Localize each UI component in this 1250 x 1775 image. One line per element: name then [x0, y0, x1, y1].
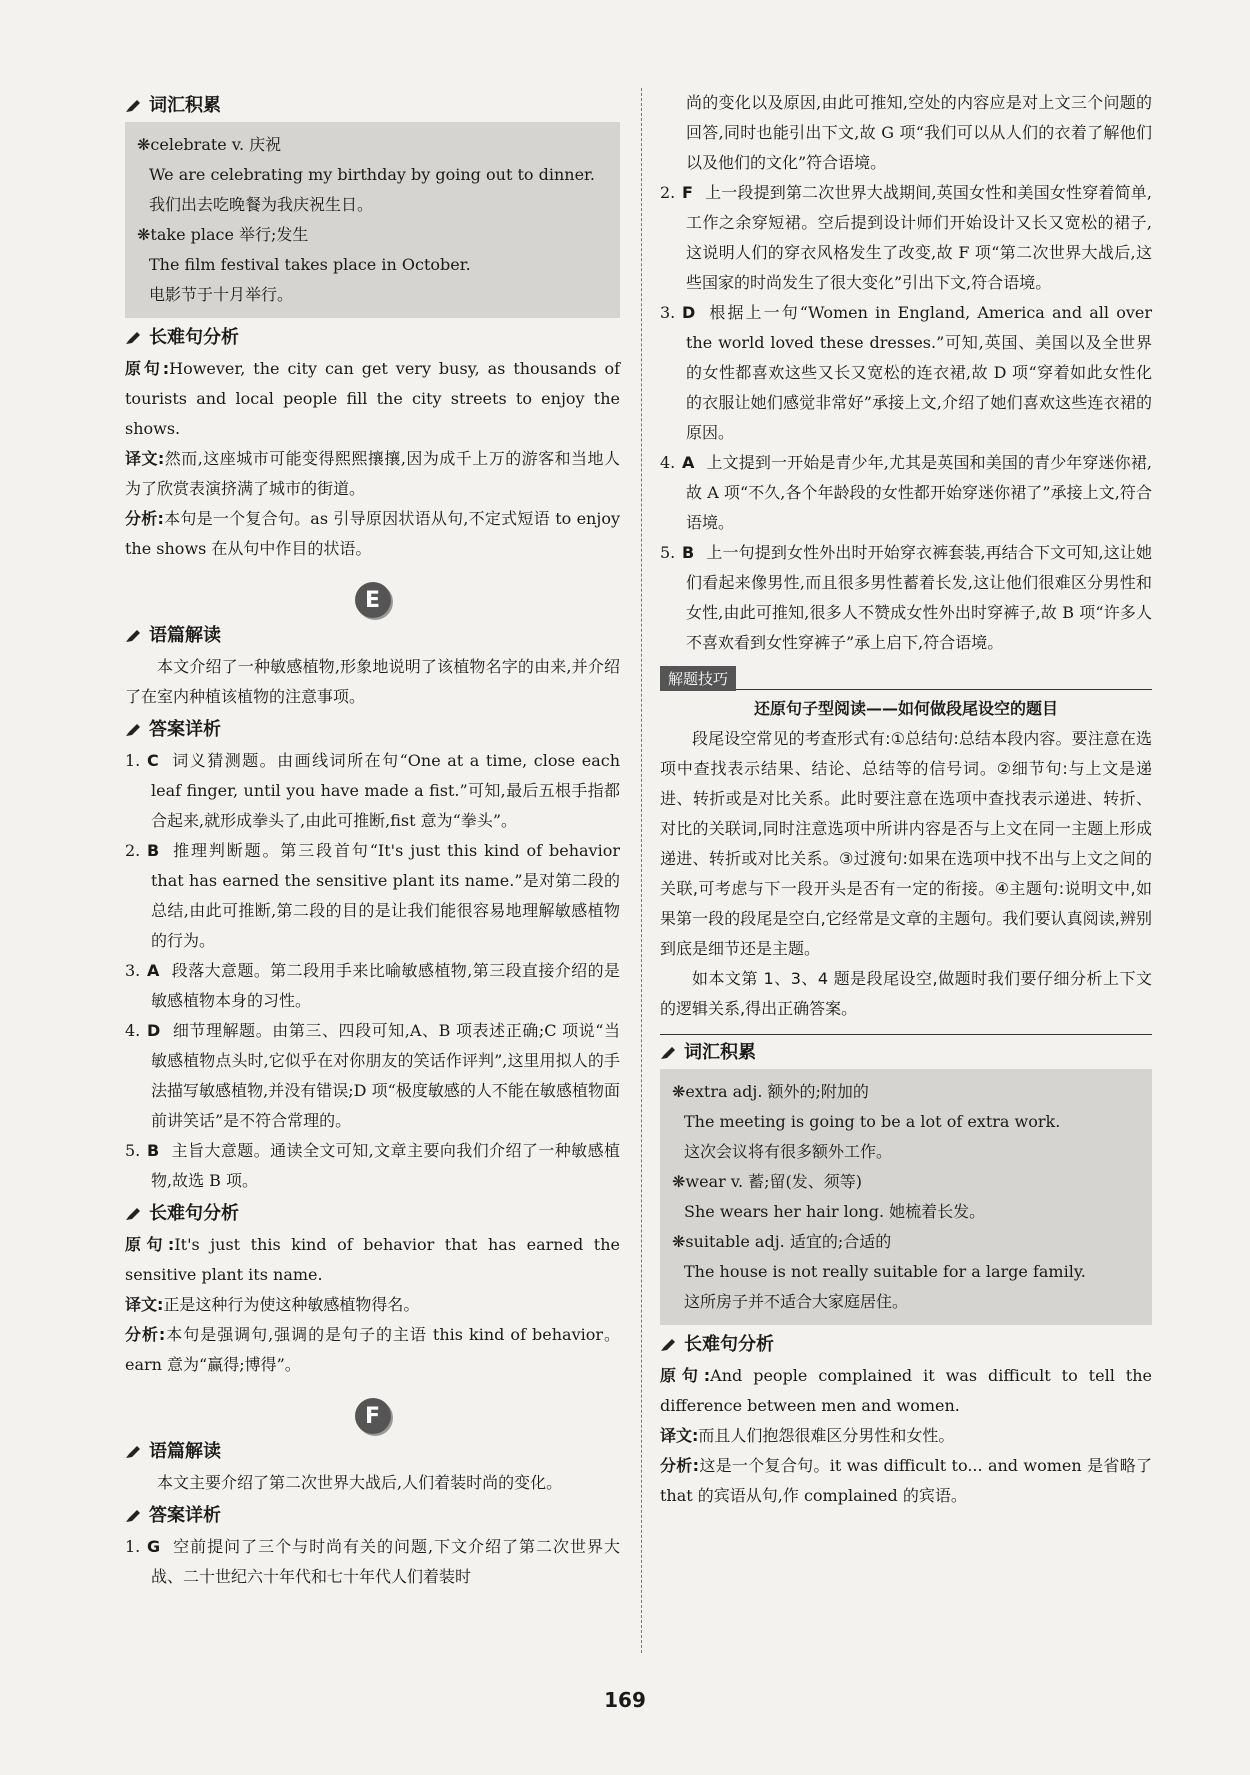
answer-item: 5. B 上一句提到女性外出时开始穿衣裤套装,再结合下文可知,这让她们看起来像男性,而且很多男性蓄着长发,这让他们很难区分男性和女性,由此可推知,很多人不赞成女性外出时穿裤子,故 B 项“许多人不喜欢看到女性穿裤子”承上启下,符合语境。	[660, 543, 1152, 652]
section-heading-answers: 答案详析	[125, 718, 620, 742]
tips-block	[660, 658, 1152, 1035]
original-sentence: 原句:However, the city can get very busy, as thousands of tourists and local people fill the city streets to enjoy the shows.	[125, 359, 620, 438]
analysis: 分析:本句是强调句,强调的是句子的主语 this kind of behavior。earn 意为“赢得;博得”。	[125, 1325, 620, 1374]
answer-item: 3. A 段落大意题。第二段用手来比喻敏感植物,第三段直接介绍的是敏感植物本身的习性。	[125, 961, 620, 1010]
pen-icon	[125, 629, 141, 643]
vocab-word: ❋wear v. 蓄;留(发、须等)	[672, 1172, 863, 1191]
section-heading-vocab: 词汇积累	[125, 94, 620, 118]
pen-icon	[125, 1445, 141, 1459]
tips-end-rule	[660, 1034, 1152, 1035]
section-heading-passage: 语篇解读	[125, 1440, 620, 1464]
section-heading-sentence: 长难句分析	[125, 326, 620, 350]
column-divider	[641, 88, 642, 1653]
tips-tag: 解题技巧	[660, 666, 736, 691]
answer-item: 5. B 主旨大意题。通读全文可知,文章主要向我们介绍了一种敏感植物,故选 B 项。	[125, 1141, 620, 1190]
section-heading-sentence: 长难句分析	[125, 1202, 620, 1226]
vocab-example-en: The house is not really suitable for a large family.	[684, 1262, 1086, 1281]
pen-icon	[125, 723, 141, 737]
section-heading-sentence: 长难句分析	[660, 1333, 1152, 1357]
vocab-example-en: The film festival takes place in October.	[149, 255, 471, 274]
vocab-word: ❋take place 举行;发生	[137, 225, 309, 244]
answer-item: 4. A 上文提到一开始是青少年,尤其是英国和美国的青少年穿迷你裙,故 A 项“不久,各个年龄段的女性都开始穿迷你裙了”承接上文,符合语境。	[660, 453, 1152, 532]
pen-icon	[125, 1207, 141, 1221]
section-heading-vocab: 词汇积累	[660, 1041, 1152, 1065]
vocab-example-zh: 我们出去吃晚餐为我庆祝生日。	[149, 195, 374, 214]
section-badge-e: E	[125, 582, 620, 618]
vocab-word: ❋celebrate v. 庆祝	[137, 135, 282, 154]
original-sentence: 原句:It's just this kind of behavior that has earned the sensitive plant its name.	[125, 1235, 621, 1284]
section-heading-answers: 答案详析	[125, 1504, 620, 1528]
pen-icon	[125, 331, 141, 345]
vocab-example-en: She wears her hair long. 她梳着长发。	[684, 1202, 986, 1221]
section-heading-passage: 语篇解读	[125, 624, 620, 648]
vocab-word: ❋extra adj. 额外的;附加的	[672, 1082, 869, 1101]
answer-item: 1. G 空前提问了三个与时尚有关的问题,下文介绍了第二次世界大战、二十世纪六十年代和七十年代人们着装时	[125, 1537, 620, 1586]
translation: 译文:然而,这座城市可能变得熙熙攘攘,因为成千上万的游客和当地人为了欣赏表演挤满了城市的街道。	[125, 449, 620, 498]
pen-icon	[125, 1509, 141, 1523]
answer-item: 2. F 上一段提到第二次世界大战期间,英国女性和美国女性穿着简单,工作之余穿短裙。空后提到设计师们开始设计又长又宽松的裙子,这说明人们的穿衣风格发生了改变,故 F 项“第二次世界大战后,这些国家的时尚发生了很大变化”引出下文,符合语境。	[660, 183, 1152, 292]
vocab-example-zh: 这所房子并不适合大家庭居住。	[684, 1292, 909, 1311]
pen-icon	[660, 1338, 676, 1352]
tips-title: 还原句子型阅读——如何做段尾设空的题目	[753, 699, 1058, 718]
vocab-example-en: The meeting is going to be a lot of extra work.	[684, 1112, 1061, 1131]
translation: 译文:而且人们抱怨很难区分男性和女性。	[660, 1426, 955, 1445]
answer-continuation: 尚的变化以及原因,由此可推知,空处的内容应是对上文三个问题的回答,同时也能引出下文,故 G 项“我们可以从人们的衣着了解他们以及他们的文化”符合语境。	[686, 93, 1152, 172]
right-column	[660, 88, 1152, 1511]
tips-body: 段尾设空常见的考查形式有:①总结句:总结本段内容。要注意在选项中查找表示结果、结论、总结等的信号词。②细节句:与上文是递进、转折或是对比关系。此时要注意在选项中查找表示递进、转折、对比的关联词,同时注意选项中所讲内容是否与上文在同一主题上形成递进、转折或对比关系。③过渡句:如果在选项中找不出与上文之间的关联,可考虑与下一段开头是否有一定的衔接。④主题句:说明文中,如果第一段的段尾是空白,它经常是文章的主题句。我们要认真阅读,辨别到底是细节还是主题。	[660, 729, 1152, 958]
vocab-box	[125, 122, 620, 318]
vocab-box	[660, 1069, 1152, 1325]
translation: 译文:正是这种行为使这种敏感植物得名。	[125, 1295, 420, 1314]
pen-icon	[660, 1046, 676, 1060]
passage-summary: 本文主要介绍了第二次世界大战后,人们着装时尚的变化。	[157, 1473, 563, 1492]
pen-icon	[125, 99, 141, 113]
left-column	[125, 88, 620, 1592]
vocab-example-en: We are celebrating my birthday by going out to dinner.	[149, 165, 596, 184]
answer-item: 2. B 推理判断题。第三段首句“It's just this kind of behavior that has earned the sensitive plant its name.”是对第二段的总结,由此可推断,第二段的目的是让我们能很容易地理解敏感植物的行为。	[125, 841, 620, 950]
answer-item: 3. D 根据上一句“Women in England, America and all over the world loved these dresses.”可知,英国、美国以及全世界的女性都喜欢这些又长又宽松的连衣裙,故 D 项“穿着如此女性化的衣服让她们感觉非常好”承接上文,介绍了她们喜欢这些连衣裙的原因。	[660, 303, 1152, 442]
analysis: 分析:这是一个复合句。it was difficult to... and women 是省略了 that 的宾语从句,作 complained 的宾语。	[660, 1456, 1152, 1505]
tips-example: 如本文第 1、3、4 题是段尾设空,做题时我们要仔细分析上下文的逻辑关系,得出正确答案。	[660, 969, 1152, 1018]
answer-item: 1. C 词义猜测题。由画线词所在句“One at a time, close each leaf finger, until you have made a fist.”可知,最后五根手指都合起来,就形成拳头了,由此可推断,fist 意为“拳头”。	[125, 751, 620, 830]
passage-summary: 本文介绍了一种敏感植物,形象地说明了该植物名字的由来,并介绍了在室内种植该植物的注意事项。	[125, 657, 620, 706]
page-number: 169	[604, 1688, 646, 1712]
vocab-example-zh: 这次会议将有很多额外工作。	[684, 1142, 893, 1161]
original-sentence: 原句:And people complained it was difficult to tell the difference between men and women.	[660, 1366, 1152, 1415]
vocab-word: ❋suitable adj. 适宜的;合适的	[672, 1232, 892, 1251]
vocab-example-zh: 电影节于十月举行。	[149, 285, 294, 304]
section-badge-f: F	[125, 1398, 620, 1434]
answer-item: 4. D 细节理解题。由第三、四段可知,A、B 项表述正确;C 项说“当敏感植物点头时,它似乎在对你朋友的笑话作评判”,这里用拟人的手法描写敏感植物,并没有错误;D 项“极度敏感的人不能在敏感植物面前讲笑话”是不符合常理的。	[125, 1021, 620, 1130]
analysis: 分析:本句是一个复合句。as 引导原因状语从句,不定式短语 to enjoy the shows 在从句中作目的状语。	[125, 509, 620, 558]
